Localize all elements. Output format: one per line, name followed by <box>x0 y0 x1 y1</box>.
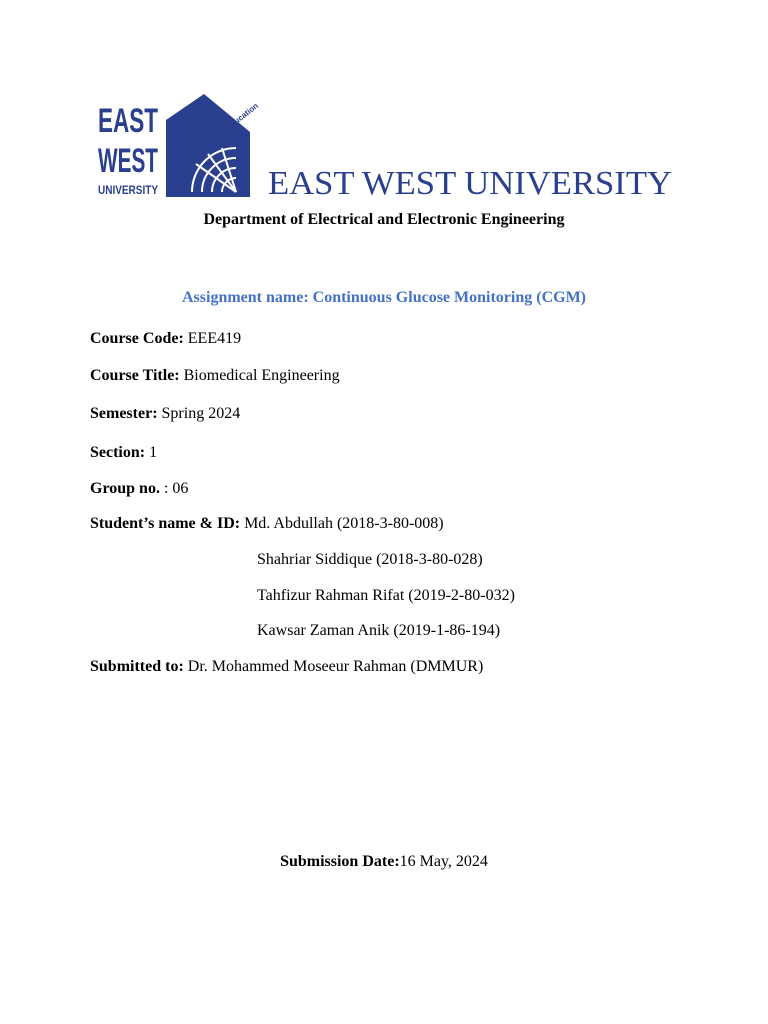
submitted-to-value: Dr. Mohammed Moseeur Rahman (DMMUR) <box>183 658 484 675</box>
section-row <box>90 444 157 462</box>
course-code-row <box>90 330 241 348</box>
student-entry: Tahfizur Rahman Rifat (2019-2-80-032) <box>257 587 515 604</box>
student-entry: Md. Abdullah (2018-3-80-008) <box>240 515 444 532</box>
logo-mark-line2: WEST <box>98 142 159 180</box>
semester-row <box>90 405 240 423</box>
group-row <box>90 480 188 498</box>
semester-label: Semester: <box>90 405 158 422</box>
university-logo-graphic <box>96 92 676 202</box>
course-code-label: Course Code: <box>90 330 184 347</box>
course-title-label: Course Title: <box>90 367 180 384</box>
submission-date-value: 16 May, 2024 <box>399 853 488 870</box>
logo-motto: excellence in education <box>183 101 261 164</box>
group-value: : 06 <box>159 480 189 497</box>
students-label: Student’s name & ID: <box>90 515 241 532</box>
submission-date-row <box>0 853 768 871</box>
logo-wordmark: EAST WEST UNIVERSITY <box>268 165 672 202</box>
student-entry: Shahriar Siddique (2018-3-80-028) <box>257 551 483 568</box>
group-label: Group no. <box>90 480 160 497</box>
section-label: Section: <box>90 444 146 461</box>
submission-date-label: Submission Date: <box>280 853 400 870</box>
course-code-value: EEE419 <box>183 330 242 347</box>
logo-mark-line3: UNIVERSITY <box>98 183 158 197</box>
student-entry: Kawsar Zaman Anik (2019-1-86-194) <box>257 622 501 639</box>
semester-value: Spring 2024 <box>157 405 241 422</box>
students-row <box>90 515 444 533</box>
logo-mark-line1: EAST <box>98 102 159 140</box>
department-title: Department of Electrical and Electronic Engineering <box>203 211 565 228</box>
submitted-to-row <box>90 658 483 676</box>
course-title-value: Biomedical Engineering <box>179 367 340 384</box>
assignment-name: Assignment name: Continuous Glucose Monitoring (CGM) <box>181 289 586 306</box>
section-value: 1 <box>145 444 158 461</box>
university-logo <box>96 92 676 202</box>
submitted-to-label: Submitted to: <box>90 658 184 675</box>
course-title-row <box>90 367 340 385</box>
